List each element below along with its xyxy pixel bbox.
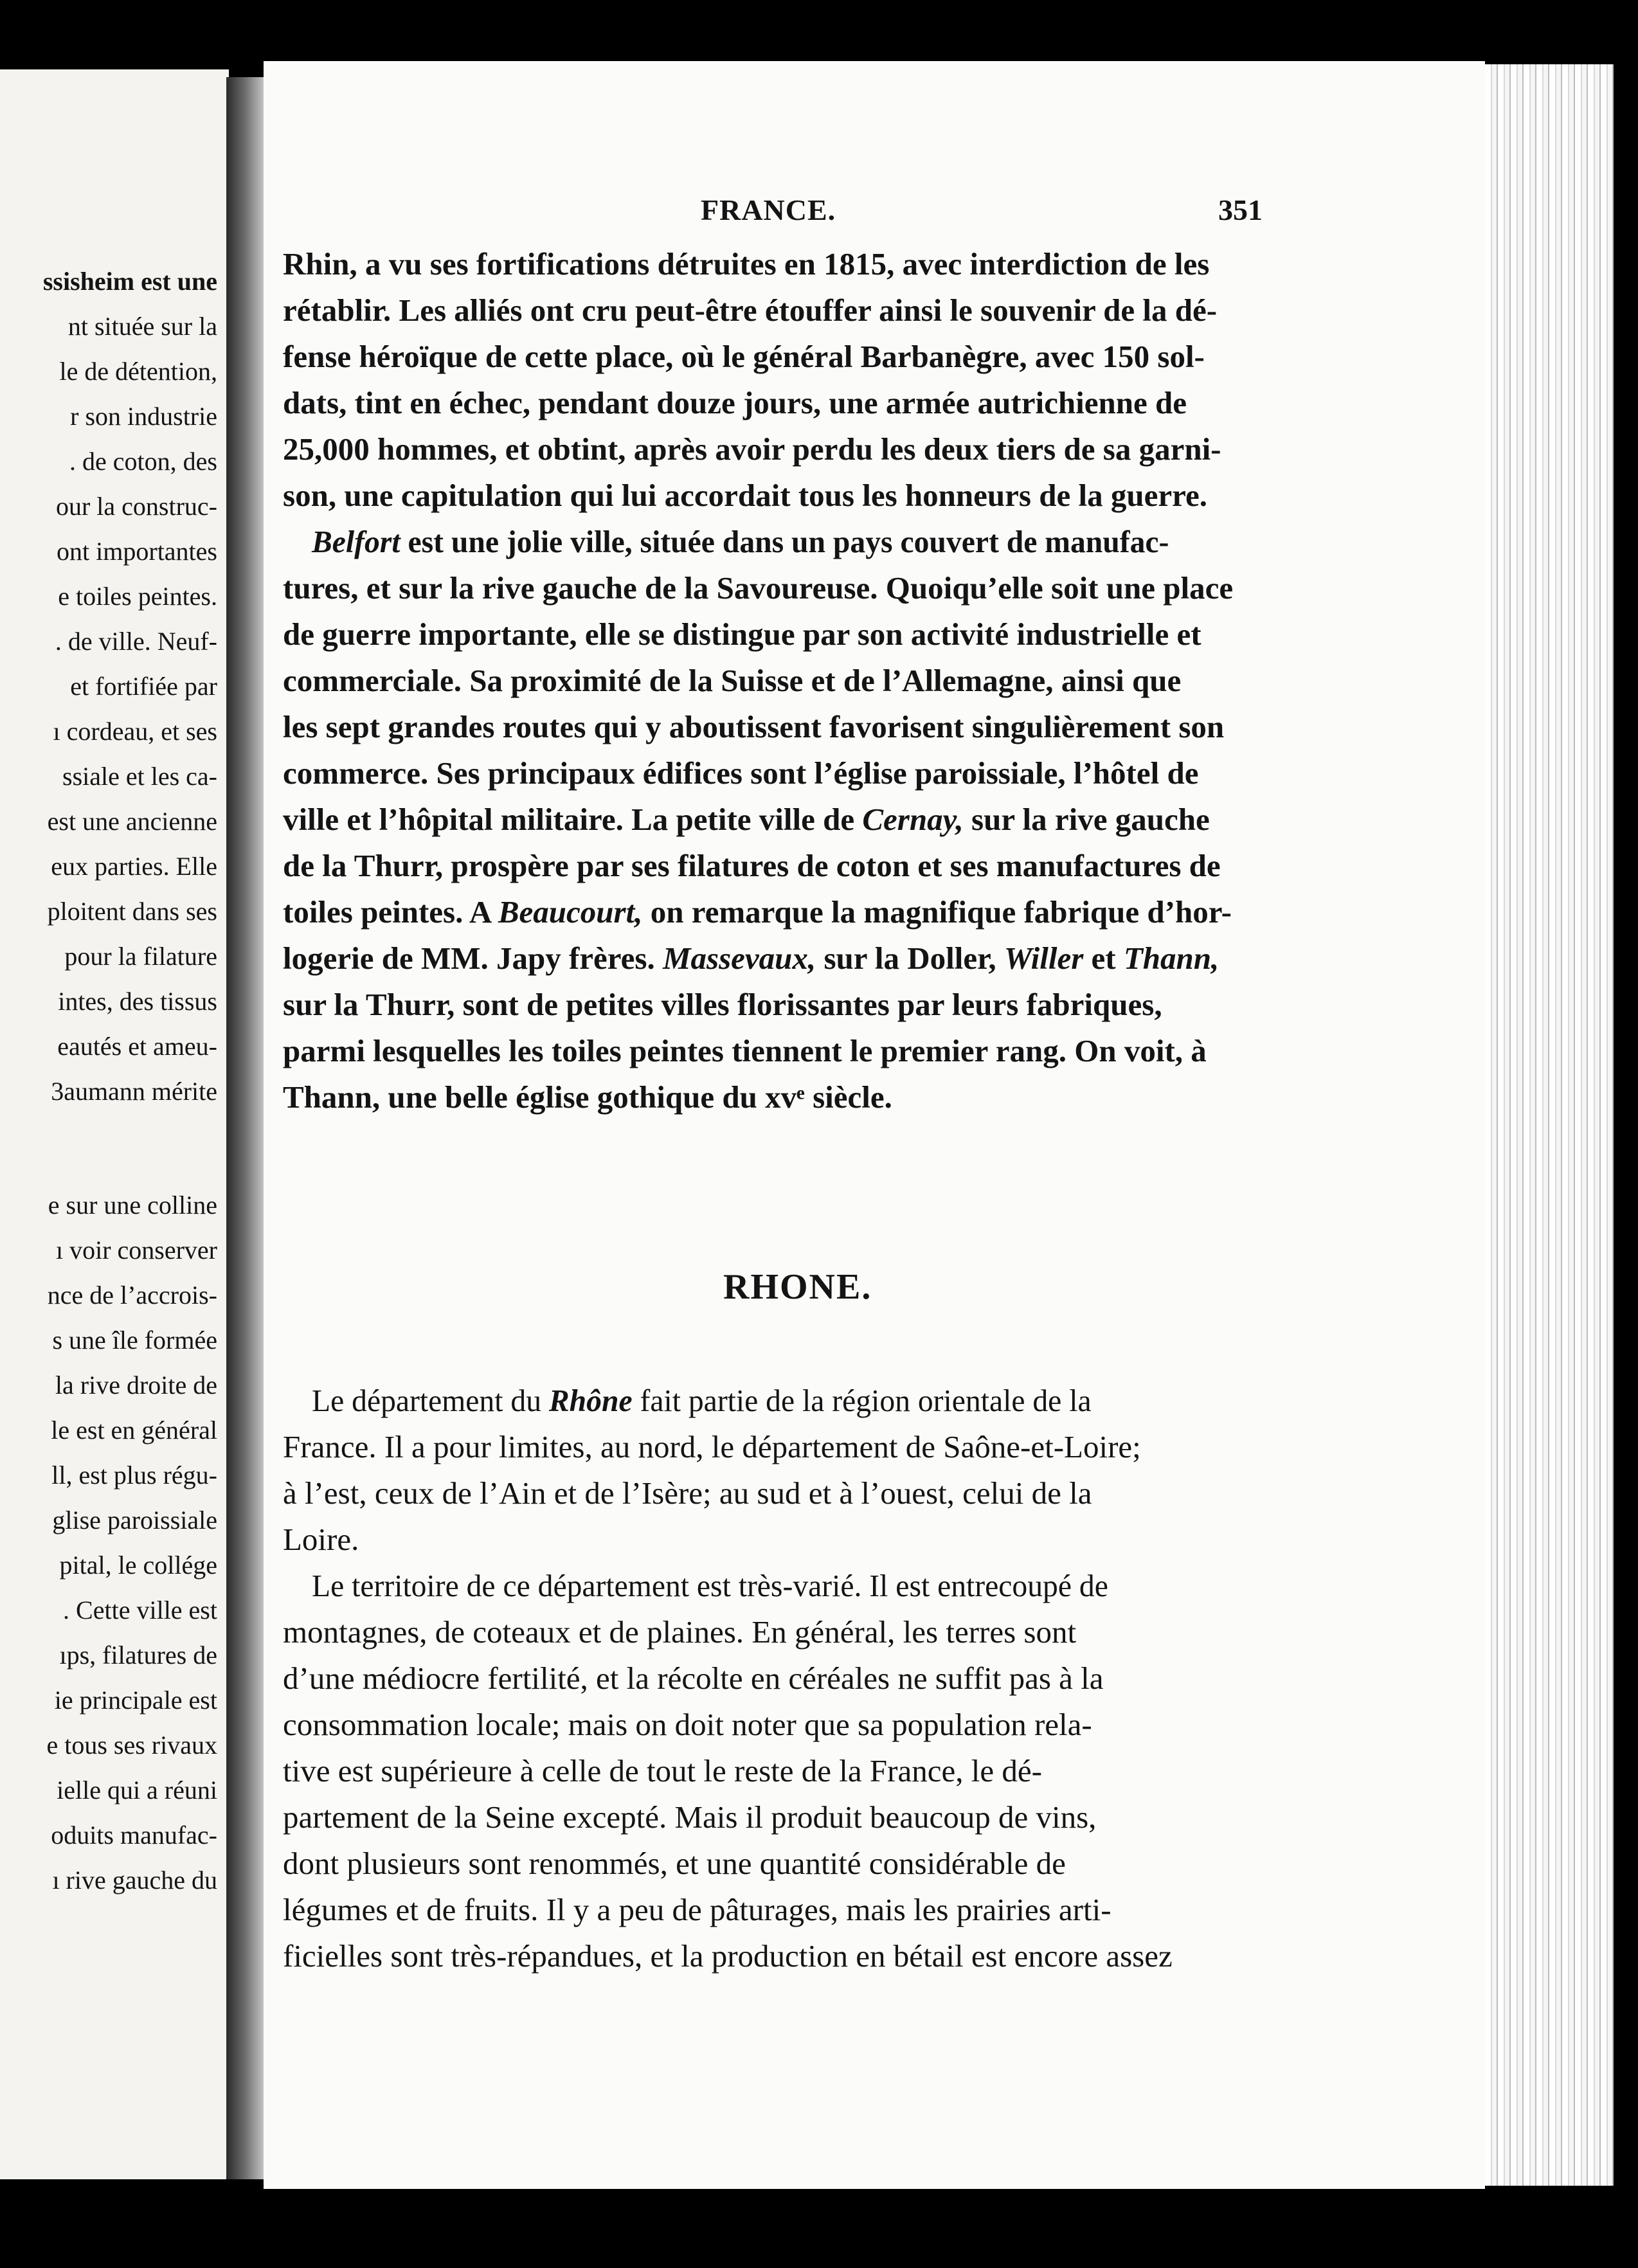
text-line: Thann, une belle église gothique du xvᵉ siècle.	[283, 1079, 892, 1115]
text-run: ville et l’hôpital militaire. La petite ville de	[283, 802, 863, 837]
left-line: glise paroissiale	[52, 1506, 217, 1534]
place-name: Belfort	[312, 524, 401, 559]
text-line: sur la Thurr, sont de petites villes florissantes par leurs fabriques,	[283, 987, 1162, 1022]
text-line: de la Thurr, prospère par ses filatures de coton et ses manufactures de	[283, 848, 1221, 883]
place-name: Willer	[1004, 941, 1084, 976]
left-line: est une ancienne	[47, 807, 217, 836]
place-name: Cernay,	[862, 802, 964, 837]
text-line	[283, 797, 1311, 843]
left-line: ı cordeau, et ses	[53, 717, 217, 746]
left-line: ielle qui a réuni	[57, 1776, 217, 1805]
text-line: dats, tint en échec, pendant douze jours, une armée autrichienne de	[283, 385, 1187, 420]
text-line: ficielles sont très-répandues, et la production en bétail est encore assez	[283, 1938, 1173, 1974]
left-line: s une île formée	[52, 1326, 217, 1354]
left-line: nce de l’accrois-	[47, 1281, 217, 1310]
left-line: pital, le collége	[59, 1551, 217, 1580]
left-line: e tous ses rivaux	[46, 1731, 217, 1760]
text-line: rétablir. Les alliés ont cru peut-être étouffer ainsi le souvenir de la dé-	[283, 292, 1218, 328]
left-line: ie principale est	[54, 1686, 217, 1715]
text-line: montagnes, de coteaux et de plaines. En général, les terres sont	[283, 1614, 1077, 1650]
text-run: Le département du	[312, 1383, 549, 1418]
left-line: oduits manufac-	[51, 1821, 217, 1850]
text-run: on remarque la magnifique fabrique d’hor-	[642, 894, 1232, 930]
text-run: toiles peintes. A	[283, 894, 498, 930]
place-name: Rhône	[548, 1383, 633, 1418]
left-line: le de détention,	[59, 357, 217, 386]
left-line: ı rive gauche du	[52, 1866, 217, 1895]
left-line: ont importantes	[57, 537, 217, 566]
left-line: . de ville. Neuf-	[55, 627, 217, 656]
left-line: intes, des tissus	[58, 987, 217, 1016]
left-line: e toiles peintes.	[58, 582, 217, 611]
left-line: r son industrie	[70, 402, 217, 431]
left-line: et fortifiée par	[70, 672, 217, 701]
left-line: ploitent dans ses	[47, 897, 217, 926]
left-page-fragment	[0, 69, 229, 2179]
left-line: ı voir conserver	[55, 1236, 217, 1264]
text-run: est une jolie ville, située dans un pays couvert de manufac-	[400, 524, 1169, 559]
text-line: tures, et sur la rive gauche de la Savoureuse. Quoiqu’elle soit une place	[283, 570, 1234, 606]
text-run: fait partie de la région orientale de la	[632, 1383, 1092, 1418]
text-line	[283, 889, 1311, 935]
text-line	[283, 935, 1311, 982]
text-line: partement de la Seine excepté. Mais il produit beaucoup de vins,	[283, 1799, 1097, 1835]
running-title: FRANCE.	[701, 194, 836, 226]
left-line: ıps, filatures de	[59, 1641, 217, 1670]
text-line: consommation locale; mais on doit noter que sa population rela-	[283, 1707, 1092, 1742]
text-line: Rhin, a vu ses fortifications détruites en 1815, avec interdiction de les	[283, 246, 1210, 282]
text-line: 25,000 hommes, et obtint, après avoir perdu les deux tiers de sa garni-	[283, 431, 1221, 467]
page-number: 351	[1218, 194, 1263, 226]
text-line: légumes et de fruits. Il y a peu de pâturages, mais les prairies arti-	[283, 1892, 1112, 1927]
left-line: 3aumann mérite	[51, 1077, 217, 1106]
main-page	[264, 61, 1485, 2189]
place-name: Massevaux,	[662, 941, 816, 976]
text-run: sur la rive gauche	[963, 802, 1210, 837]
left-line: pour la filature	[64, 942, 217, 971]
text-line: tive est supérieure à celle de tout le reste de la France, le dé-	[283, 1753, 1042, 1788]
text-line: France. Il a pour limites, au nord, le département de Saône-et-Loire;	[283, 1429, 1141, 1464]
text-line	[312, 519, 1311, 565]
left-line: eautés et ameu-	[57, 1032, 217, 1061]
text-run: logerie de MM. Japy frères.	[283, 941, 663, 976]
text-line: parmi lesquelles les toiles peintes tiennent le premier rang. On voit, à	[283, 1033, 1207, 1068]
text-line	[312, 1378, 1311, 1424]
text-line: commerciale. Sa proximité de la Suisse et de l’Allemagne, ainsi que	[283, 663, 1182, 698]
left-line: our la construc-	[55, 492, 217, 521]
left-line: nt située sur la	[68, 312, 217, 341]
section-title: RHONE.	[723, 1267, 872, 1307]
text-line: fense héroïque de cette place, où le général Barbanègre, avec 150 sol-	[283, 339, 1205, 374]
left-line: . Cette ville est	[63, 1596, 217, 1625]
left-line: eux parties. Elle	[51, 852, 217, 881]
left-line: ssisheim est une	[42, 267, 217, 296]
text-line: à l’est, ceux de l’Ain et de l’Isère; au sud et à l’ouest, celui de la	[283, 1475, 1092, 1511]
page-edges	[1472, 64, 1614, 2186]
text-line: d’une médiocre fertilité, et la récolte en céréales ne suffit pas à la	[283, 1661, 1104, 1696]
text-line: son, une capitulation qui lui accordait tous les honneurs de la guerre.	[283, 478, 1207, 513]
left-line: la rive droite de	[55, 1371, 217, 1400]
text-line: de guerre importante, elle se distingue par son activité industrielle et	[283, 616, 1202, 652]
text-line: commerce. Ses principaux édifices sont l’église paroissiale, l’hôtel de	[283, 755, 1199, 791]
text-line: Loire.	[283, 1522, 359, 1557]
left-line: ssiale et les ca-	[62, 762, 217, 791]
text-line: dont plusieurs sont renommés, et une quantité considérable de	[283, 1846, 1066, 1881]
page-header	[264, 193, 1344, 231]
text-line: les sept grandes routes qui y aboutissent favorisent singulièrement son	[283, 709, 1225, 744]
left-line: ll, est plus régu-	[51, 1461, 217, 1490]
text-run: sur la Doller,	[816, 941, 1004, 976]
place-name: Beaucourt,	[498, 894, 643, 930]
text-line: Le territoire de ce département est très-varié. Il est entrecoupé de	[312, 1568, 1108, 1603]
left-line: le est en général	[51, 1416, 217, 1444]
left-line: . de coton, des	[69, 447, 217, 476]
left-line: e sur une colline	[48, 1191, 217, 1220]
text-run: et	[1083, 941, 1124, 976]
place-name: Thann,	[1123, 941, 1220, 976]
